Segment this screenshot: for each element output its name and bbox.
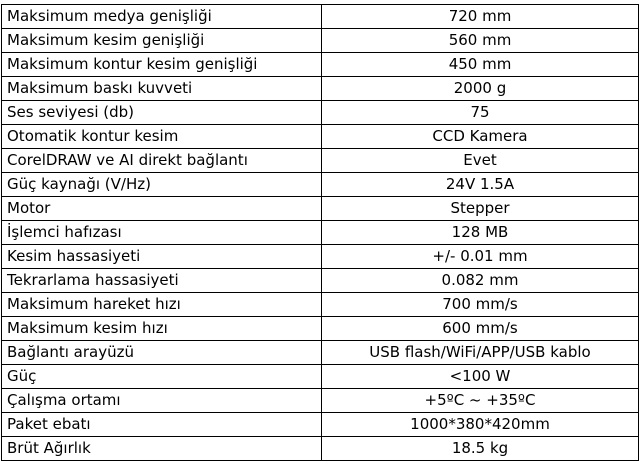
spec-value: 1000*380*420mm [322, 413, 639, 437]
table-row [2, 293, 639, 317]
table-row [2, 29, 639, 53]
spec-value: +5ºC ~ +35ºC [322, 389, 639, 413]
spec-value: 560 mm [322, 29, 639, 53]
table-row [2, 77, 639, 101]
spec-value: CCD Kamera [322, 125, 639, 149]
table-row [2, 221, 639, 245]
table-row [2, 5, 639, 29]
spec-value: 700 mm/s [322, 293, 639, 317]
table-row [2, 245, 639, 269]
spec-value: 720 mm [322, 5, 639, 29]
spec-label: Maksimum kontur kesim genişliği [2, 53, 322, 77]
table-row [2, 53, 639, 77]
spec-label: Çalışma ortamı [2, 389, 322, 413]
table-row [2, 317, 639, 341]
spec-label: Ses seviyesi (db) [2, 101, 322, 125]
table-row [2, 149, 639, 173]
spec-table-body [2, 5, 639, 461]
table-row [2, 173, 639, 197]
spec-table [1, 4, 639, 461]
table-row [2, 269, 639, 293]
table-row [2, 197, 639, 221]
table-row [2, 125, 639, 149]
spec-value: Stepper [322, 197, 639, 221]
spec-label: Brüt Ağırlık [2, 437, 322, 461]
spec-value: USB flash/WiFi/APP/USB kablo [322, 341, 639, 365]
spec-label: Maksimum hareket hızı [2, 293, 322, 317]
spec-label: Güç kaynağı (V/Hz) [2, 173, 322, 197]
spec-label: Maksimum kesim genişliği [2, 29, 322, 53]
spec-label: Otomatik kontur kesim [2, 125, 322, 149]
table-row [2, 389, 639, 413]
spec-value: 0.082 mm [322, 269, 639, 293]
spec-label: CorelDRAW ve AI direkt bağlantı [2, 149, 322, 173]
table-row [2, 101, 639, 125]
spec-label: Kesim hassasiyeti [2, 245, 322, 269]
spec-value: <100 W [322, 365, 639, 389]
spec-label: Paket ebatı [2, 413, 322, 437]
spec-value: 2000 g [322, 77, 639, 101]
spec-value: 18.5 kg [322, 437, 639, 461]
spec-value: 600 mm/s [322, 317, 639, 341]
spec-value: Evet [322, 149, 639, 173]
spec-value: 75 [322, 101, 639, 125]
table-row [2, 413, 639, 437]
spec-label: Motor [2, 197, 322, 221]
spec-value: +/- 0.01 mm [322, 245, 639, 269]
table-row [2, 341, 639, 365]
spec-value: 24V 1.5A [322, 173, 639, 197]
spec-value: 128 MB [322, 221, 639, 245]
spec-label: Güç [2, 365, 322, 389]
spec-label: Maksimum medya genişliği [2, 5, 322, 29]
table-row [2, 437, 639, 461]
spec-label: Maksimum kesim hızı [2, 317, 322, 341]
spec-value: 450 mm [322, 53, 639, 77]
spec-label: İşlemci hafızası [2, 221, 322, 245]
spec-label: Maksimum baskı kuvveti [2, 77, 322, 101]
spec-label: Tekrarlama hassasiyeti [2, 269, 322, 293]
table-row [2, 365, 639, 389]
spec-label: Bağlantı arayüzü [2, 341, 322, 365]
